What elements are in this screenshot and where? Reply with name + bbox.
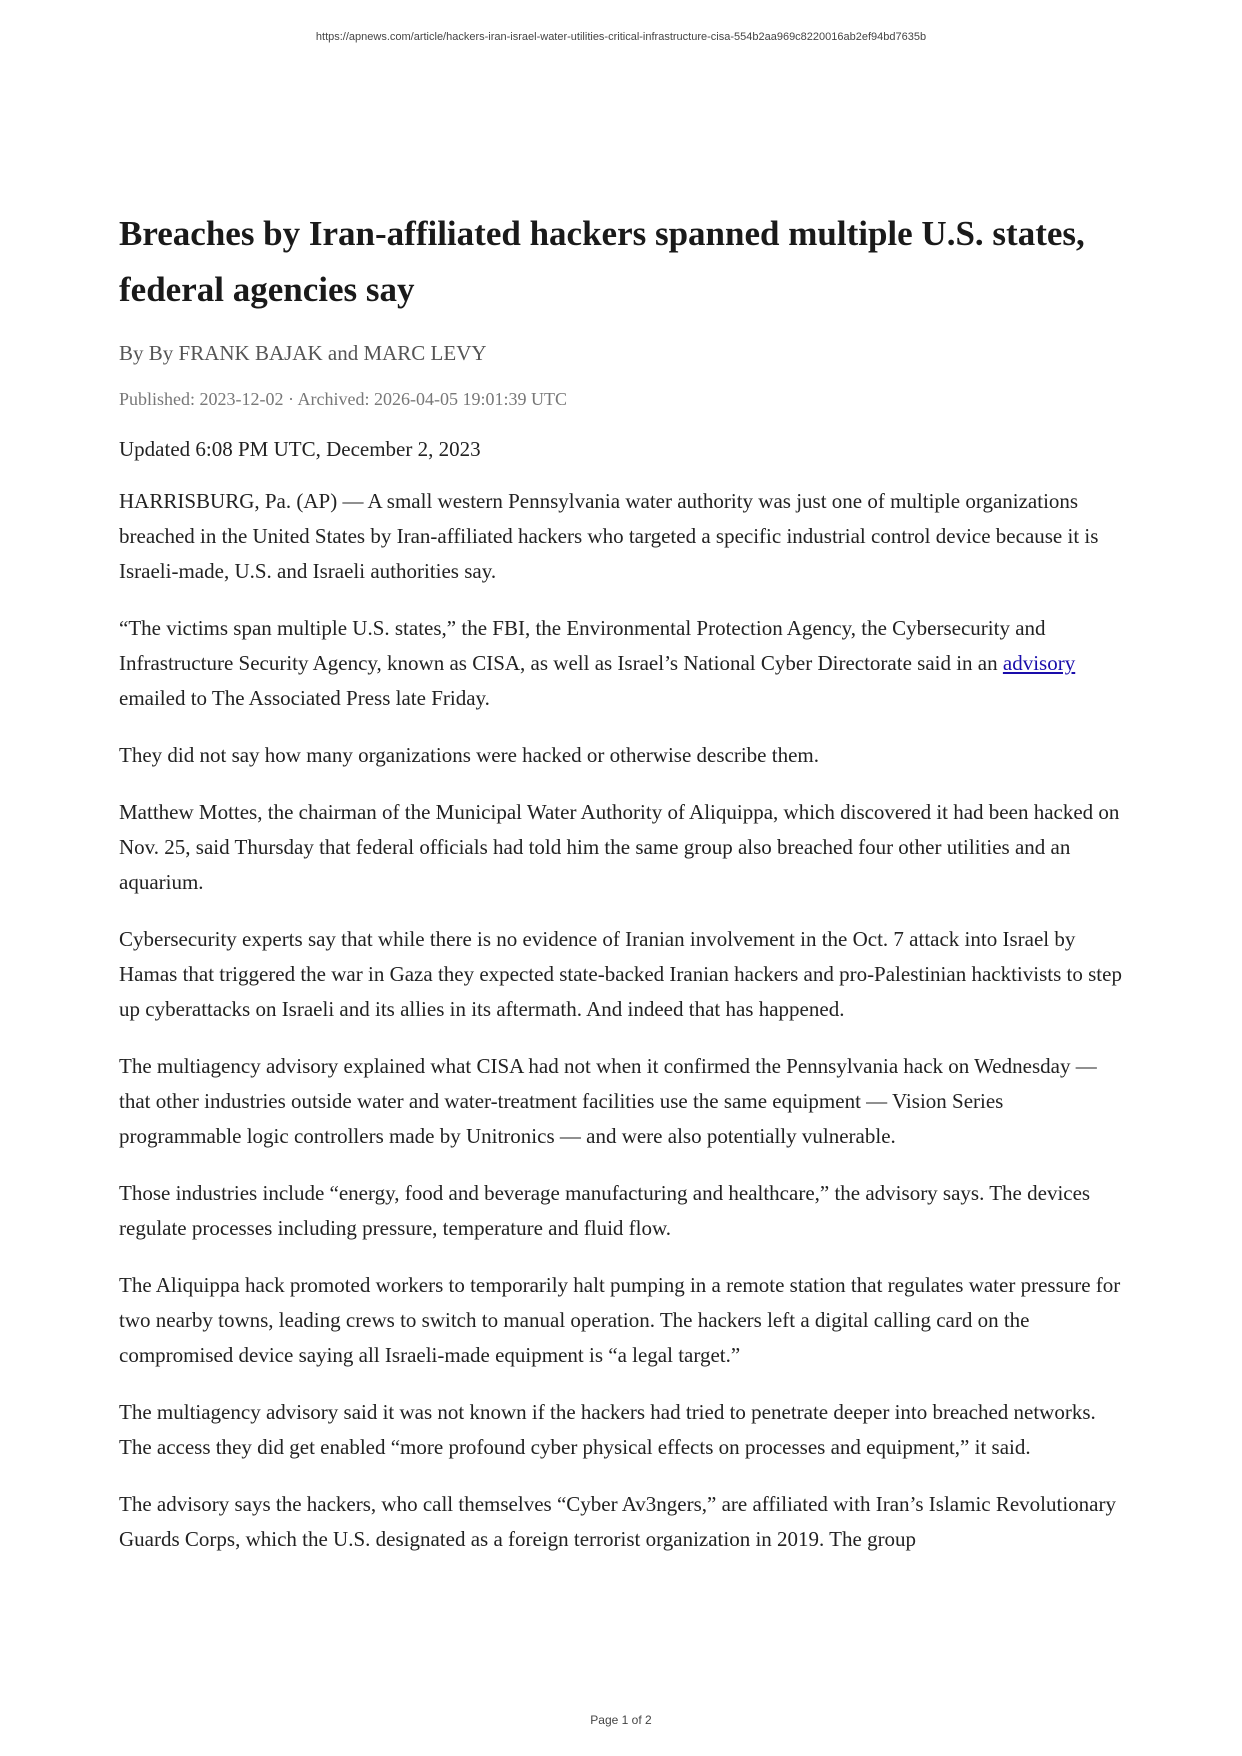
article [119, 206, 1129, 1557]
paragraph: HARRISBURG, Pa. (AP) — A small western Pennsylvania water authority was just one of multiple organizations breached in the United States by Iran-affiliated hackers who targeted a specific industrial control device because it is Israeli-made, U.S. and Israeli authorities say. [119, 489, 1099, 583]
paragraph-text: emailed to The Associated Press late Friday. [119, 686, 490, 710]
paragraph: They did not say how many organizations were hacked or otherwise describe them. [119, 743, 819, 767]
paragraph: Those industries include “energy, food and beverage manufacturing and healthcare,” the advisory says. The devices regulate processes including pressure, temperature and fluid flow. [119, 1181, 1091, 1240]
updated-timestamp: Updated 6:08 PM UTC, December 2, 2023 [119, 437, 481, 461]
paragraph [119, 611, 1129, 716]
source-url: https://apnews.com/article/hackers-iran-israel-water-utilities-critical-infrastructure-cisa-554b2aa969c8220016ab2ef94bd7635b [315, 31, 927, 43]
paragraph-text: “The victims span multiple U.S. states,” the FBI, the Environmental Protection Agency, the Cybersecurity and Infrastructure Security Agency, known as CISA, as well as Israel’s National Cyber Directorate said in an [119, 616, 1046, 675]
article-headline: Breaches by Iran-affiliated hackers spanned multiple U.S. states, federal agencies say [119, 214, 1085, 309]
advisory-link[interactable]: advisory [1002, 651, 1076, 675]
paragraph: The multiagency advisory explained what CISA had not when it confirmed the Pennsylvania hack on Wednesday — that other industries outside water and water-treatment facilities use the same equipment — Vision Series programmable logic controllers made by Unitronics — and were also potentially vulnerable. [119, 1054, 1097, 1148]
paragraph: The Aliquippa hack promoted workers to temporarily halt pumping in a remote station that regulates water pressure for two nearby towns, leading crews to switch to manual operation. The hackers left a digital calling card on the compromised device saying all Israeli-made equipment is “a legal target.” [119, 1273, 1121, 1367]
paragraph: The multiagency advisory said it was not known if the hackers had tried to penetrate deeper into breached networks. The access they did get enabled “more profound cyber physical effects on processes and equipment,” it said. [119, 1400, 1096, 1459]
article-body [119, 484, 1129, 1557]
paragraph: Cybersecurity experts say that while there is no evidence of Iranian involvement in the Oct. 7 attack into Israel by Hamas that triggered the war in Gaza they expected state-backed Iranian hackers and pro-Palestinian hacktivists to step up cyberattacks on Israeli and its allies in its aftermath. And indeed that has happened. [119, 927, 1122, 1021]
page-number: Page 1 of 2 [590, 1713, 652, 1727]
article-byline: By By FRANK BAJAK and MARC LEVY [119, 341, 487, 365]
publish-archive-meta: Published: 2023-12-02 · Archived: 2026-04-05 19:01:39 UTC [119, 389, 567, 409]
paragraph: Matthew Mottes, the chairman of the Municipal Water Authority of Aliquippa, which discovered it had been hacked on Nov. 25, said Thursday that federal officials had told him the same group also breached four other utilities and an aquarium. [119, 800, 1120, 894]
paragraph: The advisory says the hackers, who call themselves “Cyber Av3ngers,” are affiliated with Iran’s Islamic Revolutionary Guards Corps, which the U.S. designated as a foreign terrorist organization in 2019. The group [119, 1492, 1116, 1551]
